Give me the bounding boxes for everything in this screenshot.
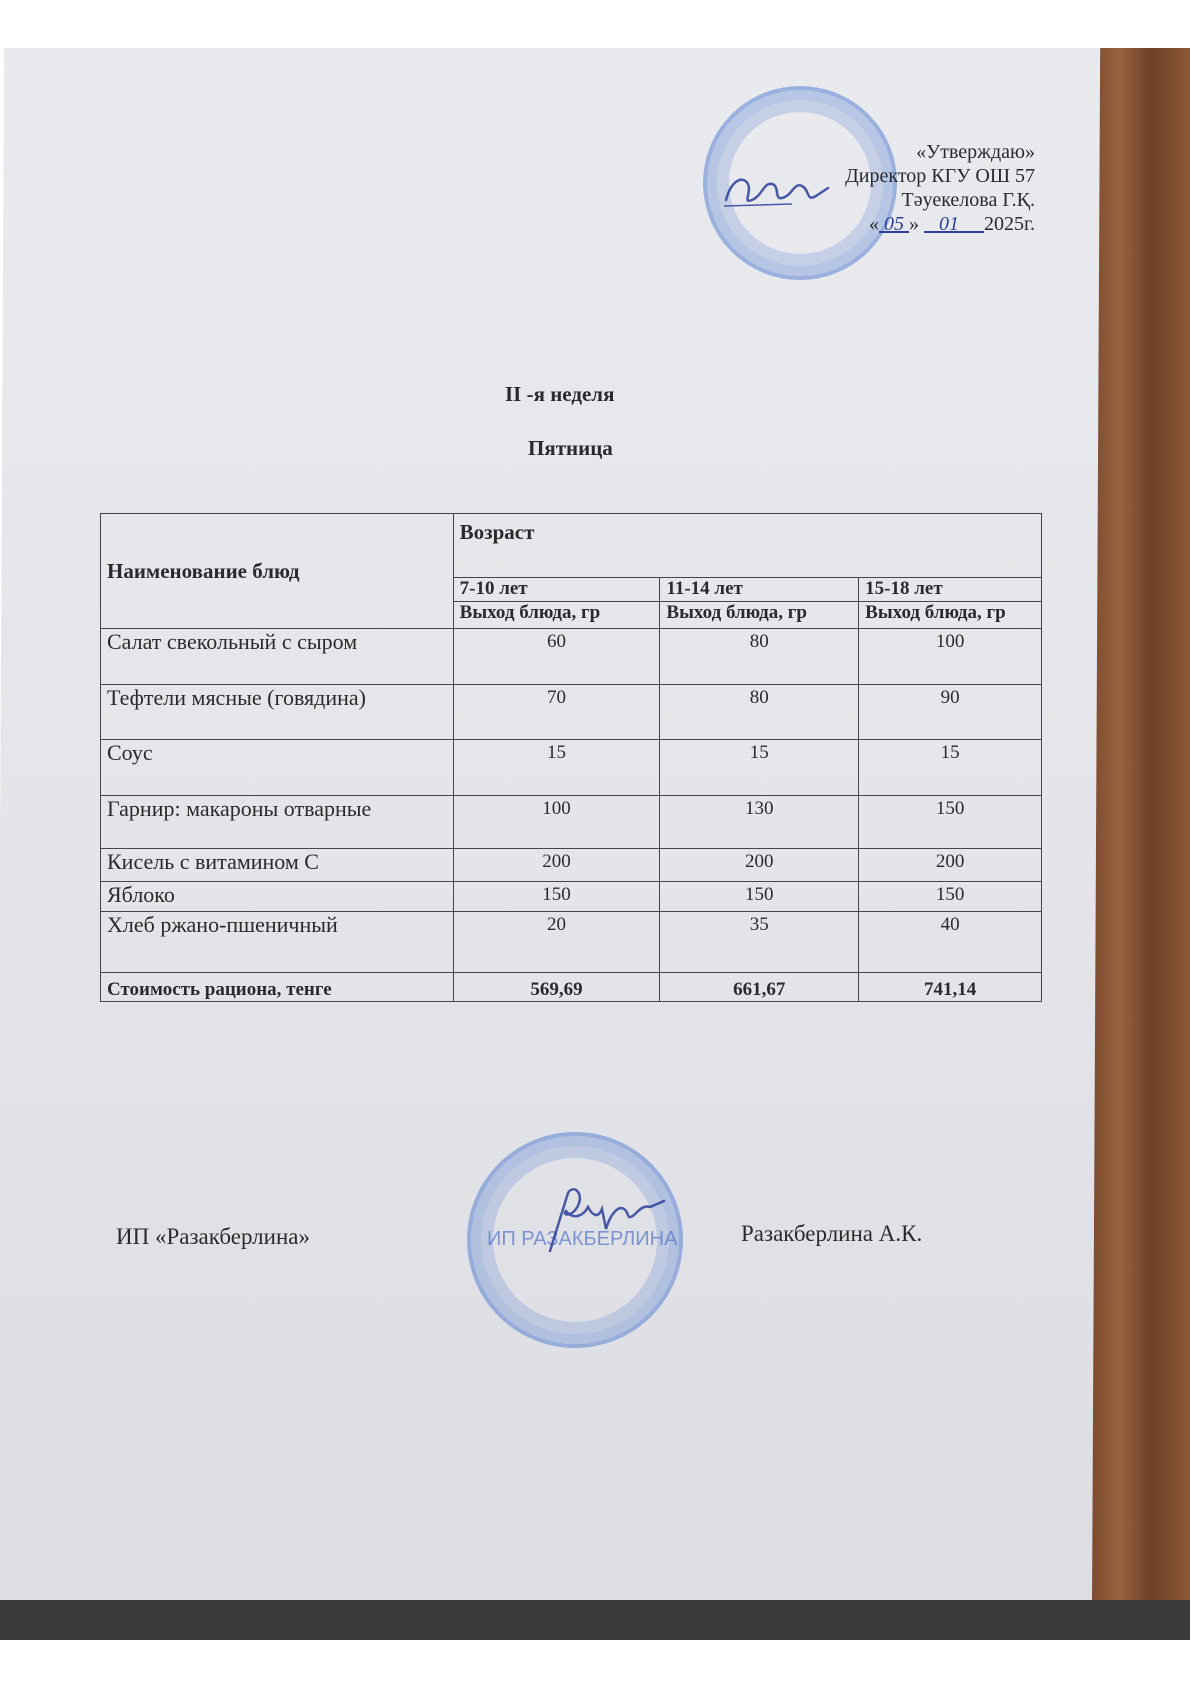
yield-value: 150 xyxy=(453,882,660,912)
table-row xyxy=(101,629,1042,685)
approval-date-day: 05 xyxy=(884,213,905,235)
yield-value: 150 xyxy=(660,882,859,912)
yield-value: 100 xyxy=(859,629,1042,685)
approval-date-year: 2025г. xyxy=(984,213,1035,235)
approval-title: «Утверждаю» xyxy=(916,141,1035,163)
yield-value: 80 xyxy=(660,685,859,740)
yield-value: 60 xyxy=(453,629,660,685)
total-value: 569,69 xyxy=(453,973,660,1002)
total-value: 741,14 xyxy=(859,973,1042,1002)
table-row xyxy=(101,882,1042,912)
wood-background xyxy=(1090,48,1190,1638)
approval-date: « 05 » 01 2025г. xyxy=(869,213,1035,235)
age-header: Возраст xyxy=(453,514,1041,578)
table-row xyxy=(101,740,1042,796)
yield-label: Выход блюда, гр xyxy=(859,602,1042,629)
dish-name: Тефтели мясные (говядина) xyxy=(101,685,454,740)
table-row xyxy=(101,685,1042,740)
yield-value: 15 xyxy=(660,740,859,796)
yield-value: 200 xyxy=(453,849,660,882)
table-row xyxy=(101,849,1042,882)
yield-label: Выход блюда, гр xyxy=(660,602,859,629)
menu-table xyxy=(100,513,1042,1002)
age-7-10: 7-10 лет xyxy=(453,578,660,602)
dish-name: Гарнир: макароны отварные xyxy=(101,796,454,849)
dish-name: Хлеб ржано-пшеничный xyxy=(101,912,454,973)
floor-background xyxy=(0,1600,1190,1640)
dish-name: Яблоко xyxy=(101,882,454,912)
yield-value: 200 xyxy=(859,849,1042,882)
week-heading: II -я неделя xyxy=(505,382,615,406)
dish-name: Салат свекольный с сыром xyxy=(101,629,454,685)
footer-signatory: Разакберлина А.К. xyxy=(741,1221,923,1246)
yield-value: 150 xyxy=(859,796,1042,849)
day-heading: Пятница xyxy=(528,436,613,460)
footer-company: ИП «Разакберлина» xyxy=(116,1224,310,1249)
age-15-18: 15-18 лет xyxy=(859,578,1042,602)
yield-value: 15 xyxy=(859,740,1042,796)
yield-value: 20 xyxy=(453,912,660,973)
yield-label: Выход блюда, гр xyxy=(453,602,660,629)
approval-date-month: 01 xyxy=(939,213,960,235)
dish-name-header: Наименование блюд xyxy=(101,514,454,629)
yield-value: 70 xyxy=(453,685,660,740)
dish-name: Соус xyxy=(101,740,454,796)
yield-value: 80 xyxy=(660,629,859,685)
yield-value: 90 xyxy=(859,685,1042,740)
yield-value: 200 xyxy=(660,849,859,882)
age-11-14: 11-14 лет xyxy=(660,578,859,602)
yield-value: 150 xyxy=(859,882,1042,912)
approval-name: Тәуекелова Г.Қ. xyxy=(901,189,1035,211)
dish-name: Кисель с витамином С xyxy=(101,849,454,882)
yield-value: 40 xyxy=(859,912,1042,973)
approval-position: Директор КГУ ОШ 57 xyxy=(845,165,1035,187)
table-row xyxy=(101,912,1042,973)
yield-value: 35 xyxy=(660,912,859,973)
yield-value: 15 xyxy=(453,740,660,796)
yield-value: 100 xyxy=(453,796,660,849)
yield-value: 130 xyxy=(660,796,859,849)
company-stamp-text: ИП РАЗАКБЕРЛИНА xyxy=(487,1228,678,1250)
company-signature xyxy=(540,1185,670,1255)
total-row xyxy=(101,973,1042,1002)
total-value: 661,67 xyxy=(660,973,859,1002)
table-row xyxy=(101,796,1042,849)
approval-block xyxy=(760,140,1035,236)
total-label: Стоимость рациона, тенге xyxy=(101,973,454,1002)
